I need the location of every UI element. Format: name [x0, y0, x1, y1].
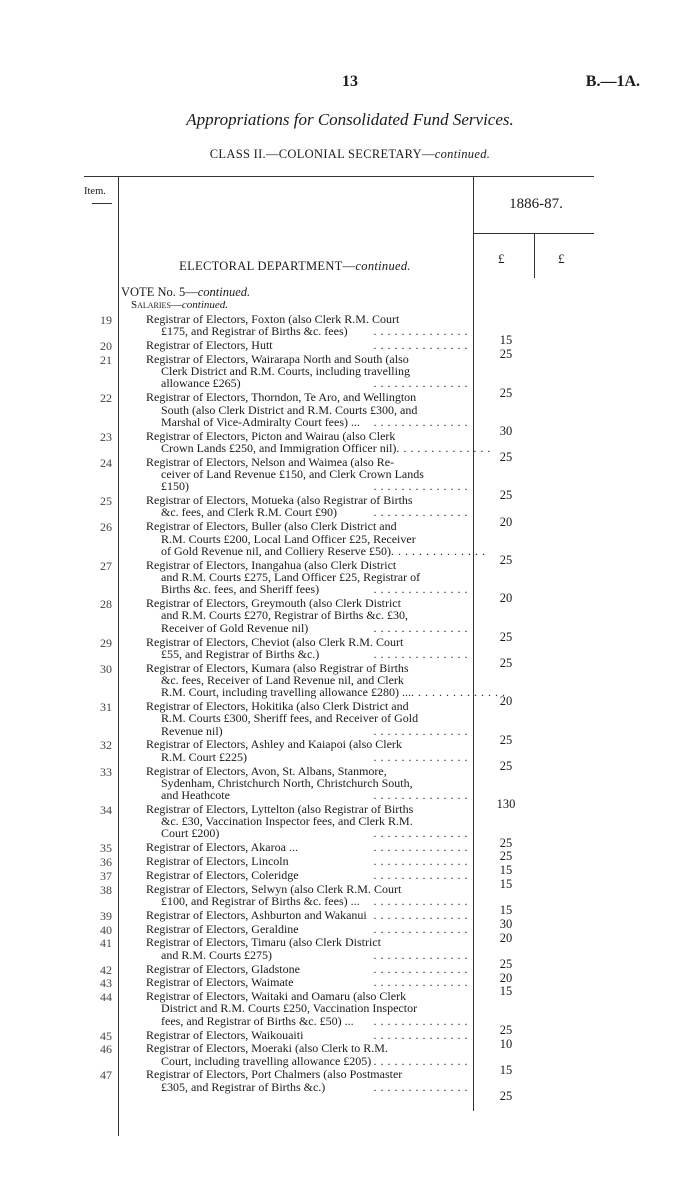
item-amount: 10: [499, 1036, 513, 1051]
item-description-line: [146, 583, 468, 595]
item-description-text: and Heathcote: [161, 788, 230, 803]
item-description-line: [146, 506, 468, 518]
item-number: 41: [100, 936, 112, 951]
leader-dots: . . . . . . . . . . . . . .: [373, 1027, 468, 1042]
item-description-text: R.M. Court £225): [161, 749, 248, 764]
salaries-heading: [131, 299, 228, 311]
leader-dots: . . . . . . . . . . . . . .: [373, 324, 468, 339]
item-number: 42: [100, 962, 112, 977]
item-description-text: £55, and Registrar of Births &c.): [161, 646, 320, 661]
item-amount: 30: [499, 423, 513, 438]
item-description: [146, 923, 468, 935]
item-number: 22: [100, 391, 112, 406]
item-description-line: Registrar of Electors, Hokitika (also Clerk District and: [146, 699, 409, 713]
leader-dots: . . . . . . . . . . . . . .: [373, 907, 468, 922]
currency-symbol-col1: £: [498, 251, 505, 266]
item-amount: 25: [499, 347, 513, 362]
item-description-text: fees, and Registrar of Births &c. £50) ...: [161, 1013, 354, 1028]
vote-heading-continued: continued.: [197, 285, 251, 299]
leader-dots: . . . . . . . . . . . . . .: [373, 975, 468, 990]
item-description: [146, 660, 506, 700]
item-description: [146, 803, 468, 840]
item-description-text: Receiver of Gold Revenue nil): [161, 620, 309, 635]
item-number: 32: [100, 738, 112, 753]
item-amount: 25: [499, 1088, 513, 1103]
item-number: 24: [100, 455, 112, 470]
item-description: [146, 597, 468, 634]
page-title: Appropriations for Consolidated Fund Services.: [186, 110, 514, 129]
leader-dots: . . . . . . . . . . . . . .: [373, 947, 468, 962]
item-description: [146, 1042, 468, 1067]
item-description: [146, 1029, 468, 1041]
item-number: 35: [100, 841, 112, 856]
item-number: 37: [100, 868, 112, 883]
item-description-text: Registrar of Electors, Waimate: [146, 975, 294, 990]
item-number: 33: [100, 764, 112, 779]
item-description-text: £305, and Registrar of Births &c.): [161, 1079, 326, 1094]
item-description-text: &c. fees, and Clerk R.M. Court £90): [161, 505, 337, 520]
item-description-line: [146, 855, 468, 867]
item-description-line: Registrar of Electors, Picton and Wairau (also Clerk: [146, 428, 396, 443]
item-description-text: Registrar of Electors, Hutt: [146, 338, 273, 353]
item-description-line: [146, 416, 468, 428]
item-number: 20: [100, 339, 112, 354]
class-heading-main: CLASS II.—COLONIAL SECRETARY—: [209, 147, 435, 161]
item-number: 21: [100, 352, 112, 367]
item-description-line: Registrar of Electors, Timaru (also Clerk District: [146, 935, 381, 950]
item-amount: 25: [499, 849, 513, 864]
item-description-line: Registrar of Electors, Buller (also Clerk District and: [146, 519, 397, 534]
item-description: [146, 1068, 468, 1093]
amount-column-left-rule: [473, 176, 474, 1111]
item-description-line: Registrar of Electors, Greymouth (also Clerk District: [146, 596, 401, 611]
item-column-heading: Item.: [84, 186, 106, 197]
item-description-text: Court £200): [161, 826, 220, 841]
item-amount: 25: [499, 488, 513, 503]
item-description-text: Registrar of Electors, Akaroa ...: [146, 840, 298, 855]
item-description-line: Registrar of Electors, Moeraki (also Clerk to R.M.: [146, 1041, 388, 1056]
item-number: 45: [100, 1028, 112, 1043]
item-description: [146, 963, 468, 975]
item-description-line: Registrar of Electors, Port Chalmers (also Postmaster: [146, 1067, 403, 1082]
item-description-text: Marshal of Vice-Admiralty Court fees) ...: [161, 414, 361, 429]
item-description-text: Registrar of Electors, Coleridge: [146, 867, 299, 882]
leader-dots: . . . . . . . . . . . . . .: [396, 440, 491, 455]
item-description: [146, 765, 468, 802]
leader-dots: . . . . . . . . . . . . . .: [373, 582, 468, 597]
salaries-heading-continued: continued.: [181, 299, 229, 311]
item-description-line: [146, 1081, 468, 1093]
currency-symbol-col2: £: [558, 251, 565, 266]
item-description-line: [146, 725, 468, 737]
leader-dots: . . . . . . . . . . . . . .: [373, 1079, 468, 1094]
item-description-line: [146, 827, 468, 839]
item-description-line: Registrar of Electors, Inangahua (also Clerk District: [146, 557, 397, 572]
department-heading-main: ELECTORAL DEPARTMENT—: [179, 259, 356, 273]
leader-dots: . . . . . . . . . . . . . .: [373, 338, 468, 353]
item-description-line: and R.M. Courts £275, Land Officer £25, Registrar of: [161, 569, 421, 584]
item-number: 28: [100, 597, 112, 612]
item-description: [146, 855, 468, 867]
item-amount: 15: [499, 333, 513, 348]
leader-dots: . . . . . . . . . . . . . .: [410, 685, 506, 700]
item-description-line: [146, 339, 468, 351]
item-amount: 15: [499, 876, 513, 891]
item-description-line: [146, 543, 486, 558]
item-description-line: &c. £30, Vaccination Inspector fees, and Clerk R.M.: [161, 814, 413, 829]
item-amount: 25: [499, 758, 513, 773]
item-description: [146, 313, 468, 338]
item-amount: 25: [499, 450, 513, 464]
item-description-line: [146, 440, 491, 455]
leader-dots: . . . . . . . . . . . . . .: [373, 961, 468, 976]
leader-dots: . . . . . . . . . . . . . .: [373, 921, 468, 936]
item-description-line: Registrar of Electors, Motueka (also Registrar of Births: [146, 493, 413, 508]
item-description-line: Registrar of Electors, Lyttelton (also Registrar of Births: [146, 801, 414, 816]
item-number: 29: [100, 635, 112, 650]
item-description-line: [146, 1029, 468, 1041]
item-number: 34: [100, 802, 112, 817]
item-description-text: and R.M. Courts £275): [161, 947, 272, 962]
table-top-rule: [84, 176, 594, 177]
leader-dots: . . . . . . . . . . . . . .: [373, 788, 468, 803]
item-description-text: allowance £265): [161, 376, 241, 391]
item-number: 38: [100, 882, 112, 897]
item-amount: 30: [499, 916, 513, 931]
item-description-line: Registrar of Electors, Avon, St. Albans, Stanmore,: [146, 763, 387, 778]
item-description-line: [146, 648, 468, 660]
item-description-line: Registrar of Electors, Thorndon, Te Aro, and Wellington: [146, 390, 417, 405]
salaries-heading-main: Salaries—: [131, 299, 182, 311]
item-number: 46: [100, 1042, 112, 1057]
leader-dots: . . . . . . . . . . . . . .: [373, 414, 468, 429]
item-amount: 20: [499, 930, 513, 945]
item-description-line: Registrar of Electors, Waitaki and Oamaru (also Clerk: [146, 989, 407, 1004]
item-column-rule: [118, 176, 119, 1136]
year-underline: [473, 233, 594, 234]
amount-column-mid-rule: [534, 233, 535, 278]
document-reference: B.—1A.: [585, 73, 640, 90]
item-description: [146, 636, 468, 661]
item-description-text: Crown Lands £250, and Immigration Officer nil): [161, 440, 397, 455]
item-description: [146, 909, 468, 921]
item-description-line: [146, 869, 468, 881]
item-description: [146, 391, 468, 428]
leader-dots: . . . . . . . . . . . . . .: [373, 826, 468, 841]
item-description: [146, 990, 468, 1027]
leader-dots: . . . . . . . . . . . . . .: [373, 867, 468, 882]
item-number: 31: [100, 700, 112, 714]
item-description-line: [146, 789, 468, 801]
leader-dots: . . . . . . . . . . . . . .: [373, 723, 468, 738]
item-number: 43: [100, 976, 112, 991]
item-number: 36: [100, 855, 112, 870]
item-amount: 25: [499, 732, 513, 747]
item-number: 19: [100, 313, 112, 327]
leader-dots: . . . . . . . . . . . . . .: [373, 749, 468, 764]
item-amount: 20: [499, 694, 513, 709]
item-description-line: &c. fees, Receiver of Land Revenue nil, and Clerk: [161, 672, 404, 687]
item-amount: 25: [499, 552, 513, 567]
item-description-line: [146, 909, 468, 921]
item-amount: 20: [499, 970, 513, 985]
leader-dots: . . . . . . . . . . . . . .: [373, 840, 468, 855]
department-heading-continued: continued.: [355, 259, 411, 273]
leader-dots: . . . . . . . . . . . . . .: [373, 646, 468, 661]
item-amount: 25: [499, 835, 513, 850]
item-description-line: [146, 923, 468, 935]
item-description-text: £150): [161, 479, 189, 494]
item-description-line: [146, 685, 506, 700]
item-amount: 25: [499, 956, 513, 971]
item-description-text: Registrar of Electors, Geraldine: [146, 921, 299, 936]
item-description-line: Registrar of Electors, Nelson and Waimea (also Re-: [146, 454, 395, 469]
class-heading-continued: continued.: [434, 147, 491, 161]
item-description-text: of Gold Revenue nil, and Colliery Reserve £50): [161, 543, 391, 558]
item-number: 25: [100, 494, 112, 509]
vote-heading: [121, 285, 250, 300]
item-amount: 20: [499, 514, 513, 529]
department-heading: [120, 259, 470, 274]
item-description: [146, 738, 468, 763]
item-description-text: Births &c. fees, and Sheriff fees): [161, 582, 320, 597]
item-description-line: [146, 895, 468, 907]
item-description-line: Registrar of Electors, Ashley and Kaiapoi (also Clerk: [146, 737, 402, 752]
item-description-line: Registrar of Electors, Kumara (also Registrar of Births: [146, 660, 409, 675]
item-amount: 20: [499, 591, 513, 606]
item-number: 47: [100, 1068, 112, 1083]
item-description-line: Registrar of Electors, Cheviot (also Clerk R.M. Court: [146, 634, 404, 649]
item-description-line: [146, 1055, 468, 1067]
item-description-line: [146, 963, 468, 975]
item-description: [146, 353, 468, 390]
item-number: 30: [100, 661, 112, 676]
item-heading-underline: [92, 203, 112, 204]
item-description-line: ceiver of Land Revenue £150, and Clerk Crown Lands: [161, 467, 424, 482]
leader-dots: . . . . . . . . . . . . . .: [373, 479, 468, 494]
leader-dots: . . . . . . . . . . . . . .: [390, 543, 486, 558]
leader-dots: . . . . . . . . . . . . . .: [373, 1053, 468, 1068]
item-description-text: Registrar of Electors, Lincoln: [146, 854, 289, 869]
item-description: [146, 841, 468, 853]
item-description-line: Clerk District and R.M. Courts, including travelling: [161, 364, 410, 379]
item-description: [146, 976, 468, 988]
item-description-line: R.M. Courts £200, Local Land Officer £25, Receiver: [161, 531, 416, 546]
item-description-line: Registrar of Electors, Foxton (also Clerk R.M. Court: [146, 312, 400, 326]
leader-dots: . . . . . . . . . . . . . .: [373, 376, 468, 391]
item-description-text: Registrar of Electors, Ashburton and Wakanui: [146, 907, 367, 922]
item-description: [146, 456, 468, 493]
item-amount: 15: [499, 984, 513, 999]
item-description-line: [146, 841, 468, 853]
page-number: 13: [342, 73, 358, 90]
item-description-line: South (also Clerk District and R.M. Courts £300, and: [161, 402, 418, 417]
item-description-line: District and R.M. Courts £250, Vaccination Inspector: [161, 1001, 418, 1016]
item-description-text: Registrar of Electors, Gladstone: [146, 961, 300, 976]
item-description-line: R.M. Courts £300, Sheriff fees, and Receiver of Gold: [161, 711, 419, 726]
item-description-line: Registrar of Electors, Wairarapa North and South (also: [146, 351, 409, 366]
item-description-text: Court, including travelling allowance £205): [161, 1053, 372, 1068]
leader-dots: . . . . . . . . . . . . . .: [373, 854, 468, 869]
item-description-text: Registrar of Electors, Waikouaiti: [146, 1027, 304, 1042]
vote-heading-main: VOTE No. 5—: [121, 285, 198, 299]
item-description-line: [146, 480, 468, 492]
item-description-line: and R.M. Courts £270, Registrar of Births &c. £30,: [161, 608, 408, 623]
item-amount: 25: [499, 1022, 513, 1037]
item-amount: 15: [499, 1062, 513, 1077]
leader-dots: . . . . . . . . . . . . . .: [373, 893, 468, 908]
item-amount: 15: [499, 903, 513, 917]
item-description: [146, 869, 468, 881]
item-description: [146, 428, 491, 455]
item-description: [146, 700, 468, 737]
item-amount: 15: [499, 863, 513, 878]
leader-dots: . . . . . . . . . . . . . .: [373, 620, 468, 635]
item-description-line: [146, 325, 468, 337]
item-description-text: £175, and Registrar of Births &c. fees): [161, 324, 348, 339]
item-number: 23: [100, 429, 112, 444]
item-number: 39: [100, 908, 112, 923]
item-number: 44: [100, 990, 112, 1005]
item-description-line: [146, 377, 468, 389]
item-description: [146, 936, 468, 961]
item-description-text: Revenue nil): [161, 723, 223, 738]
item-description: [146, 559, 468, 596]
item-description-line: [146, 751, 468, 763]
item-description: [146, 494, 468, 519]
item-amount: 25: [499, 385, 513, 400]
item-description: [146, 519, 486, 558]
item-description: [146, 883, 468, 908]
item-amount: 25: [499, 629, 513, 644]
item-description-line: [146, 622, 468, 634]
item-amount: 130: [496, 797, 516, 812]
leader-dots: . . . . . . . . . . . . . .: [373, 505, 468, 520]
item-description-text: £100, and Registrar of Births &c. fees) ...: [161, 893, 360, 908]
item-description-text: R.M. Court, including travelling allowance £280) ...: [161, 685, 411, 700]
item-amount: 25: [499, 655, 513, 670]
item-description-line: Registrar of Electors, Selwyn (also Clerk R.M. Court: [146, 881, 402, 896]
item-description-line: Sydenham, Christchurch North, Christchurch South,: [161, 775, 413, 790]
year-heading: 1886-87.: [509, 196, 563, 212]
item-description-line: [146, 976, 468, 988]
leader-dots: . . . . . . . . . . . . . .: [373, 1013, 468, 1028]
item-number: 26: [100, 520, 112, 535]
class-heading: [120, 147, 580, 162]
item-description-line: [146, 949, 468, 961]
item-description: [146, 339, 468, 351]
item-number: 40: [100, 922, 112, 937]
item-number: 27: [100, 558, 112, 573]
item-description-line: [146, 1015, 468, 1027]
